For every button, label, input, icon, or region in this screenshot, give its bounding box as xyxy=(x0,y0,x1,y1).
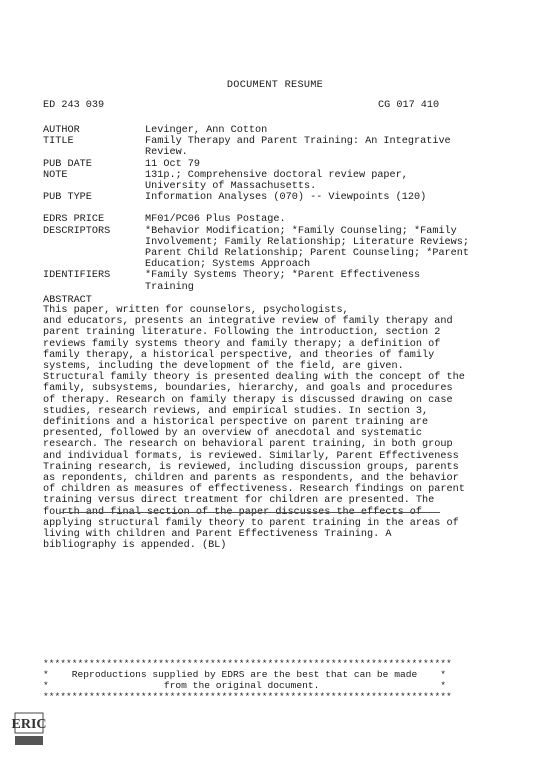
star-border-bottom: *********************************************************************** xyxy=(43,691,452,702)
eric-logo-icon xyxy=(11,712,47,746)
metadata-fields xyxy=(43,125,513,293)
eric-logo xyxy=(11,712,47,746)
field-value: MF01/PC06 Plus Postage. xyxy=(145,214,286,226)
field-value: 11 Oct 79 xyxy=(145,158,201,170)
star-border-top: *********************************************************************** xyxy=(43,658,452,669)
field-value: *Family Systems Theory; *Parent Effectiveness Training xyxy=(145,270,421,293)
strike-through-line xyxy=(60,512,440,513)
field-edrs-price xyxy=(43,214,513,225)
svg-text:ERIC: ERIC xyxy=(11,717,47,732)
field-label: PUB DATE xyxy=(43,158,92,170)
field-descriptors xyxy=(43,226,513,271)
field-label: IDENTIFIERS xyxy=(43,270,111,282)
notice-line-2: * from the original document. * xyxy=(43,680,447,691)
cg-number: CG 017 410 xyxy=(378,100,440,111)
reproduction-notice xyxy=(43,658,505,702)
field-value: *Behavior Modification; *Family Counseling; *Family Involvement; Family Relationship; Literature Reviews; Parent Child Relationship; Parent Counseling; *Parent Education; Systems Approach xyxy=(145,225,470,271)
field-value: Family Therapy and Parent Training: An Integrative Review. xyxy=(145,136,451,159)
abstract-heading: ABSTRACT xyxy=(43,295,92,306)
field-pub-date xyxy=(43,159,513,170)
document-title: DOCUMENT RESUME xyxy=(226,80,324,91)
field-label: PUB TYPE xyxy=(43,192,92,204)
field-label: TITLE xyxy=(43,136,74,148)
abstract-text: This paper, written for counselors, psychologists, and educators, presents an integrative review of family therapy and parent training literature. Following the introduction, section 2 reviews family systems theory and family therapy; a definition of family therapy, a historical perspective, and theories of family systems, including the development of the field, are given. Structural family theory is presented dealing with the concept of the family, subsystems, boundaries, hierarchy, and goals and procedures of therapy. Research on family therapy is discussed drawing on case studies, research reviews, and empirical studies. In section 3, definitions and a historical perspective on parent training are presented, followed by an overview of anecdotal and systematic research. The research on behavioral parent training, in both group and individual formats, is reviewed. Similarly, Parent Effectiveness Training research, is reviewed, including discussion groups, parents as repondents, children and parents as respondents, and the behavior of children as measures of effectiveness. Research findings on parent training versus direct treatment for children are presented. The fourth and final section of the paper discusses the effects of applying structural family theory to parent training in the areas of living with children and Parent Effectiveness Training. A bibliography is appended. (BL) xyxy=(43,305,465,552)
field-label: EDRS PRICE xyxy=(43,214,105,226)
field-title xyxy=(43,136,513,158)
field-note xyxy=(43,170,513,192)
field-author xyxy=(43,125,513,136)
field-value: Information Analyses (070) -- Viewpoints (120) xyxy=(145,192,427,204)
field-label: NOTE xyxy=(43,169,68,181)
field-identifiers xyxy=(43,270,513,292)
ed-number: ED 243 039 xyxy=(43,100,105,111)
field-label: DESCRIPTORS xyxy=(43,225,111,237)
field-pub-type xyxy=(43,192,513,203)
field-value: Levinger, Ann Cotton xyxy=(145,125,268,136)
field-label: AUTHOR xyxy=(43,125,80,136)
field-value: 131p.; Comprehensive doctoral review paper, University of Massachusetts. xyxy=(145,169,408,193)
notice-line-1: * Reproductions supplied by EDRS are the best that can be made * xyxy=(43,669,447,680)
